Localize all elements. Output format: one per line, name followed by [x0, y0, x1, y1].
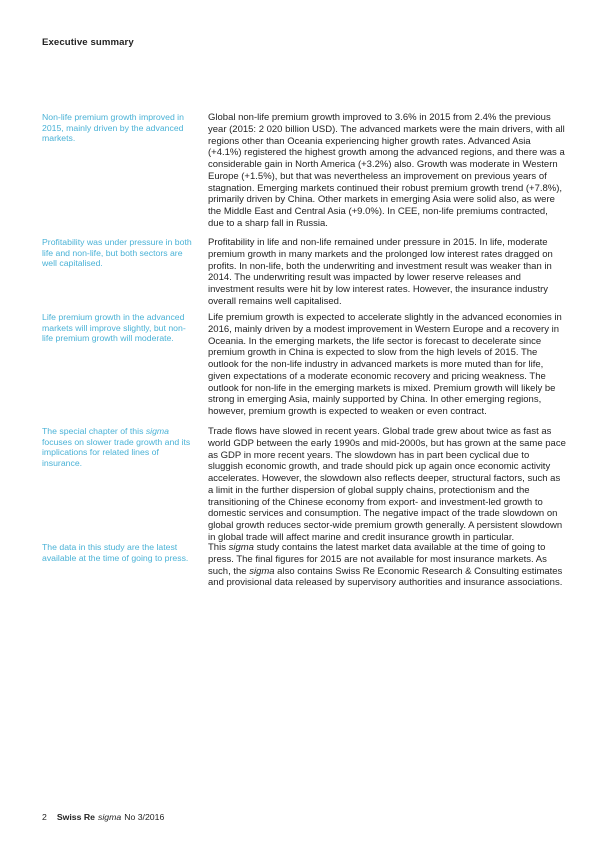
text-segment: Profitability was under pressure in both life and non-life, but both sectors are well capitalised.: [42, 237, 192, 269]
margin-note: [42, 542, 194, 563]
page-title: Executive summary: [42, 37, 134, 48]
text-segment: Profitability in life and non-life remained under pressure in 2015. In life, moderate premium growth in many markets and the prolonged low interest rates dragged on profits. In non-life, both the underwriting and investment result was weaker than in 2014. The underwriting result was impacted by lower reserve releases and investment results were hit by low interest rates. However, the insurance industry overall remains well capitalised.: [208, 237, 553, 307]
text-segment: The special chapter of this: [42, 426, 146, 436]
text-segment: study contains the latest market data available at the time of going to press. The final figures for 2015 are not available for most insurance markets. As such, the: [208, 542, 547, 577]
margin-note: [42, 237, 194, 269]
journal-name: sigma: [98, 812, 122, 822]
text-segment: The data in this study are the latest available at the time of going to press.: [42, 542, 189, 563]
margin-note: [42, 112, 194, 144]
text-segment: Life premium growth in the advanced markets will improve slightly, but non-life premium growth will moderate.: [42, 312, 186, 344]
italic-text: sigma: [145, 426, 170, 436]
text-segment: This: [208, 542, 229, 553]
text-segment: focuses on slower trade growth and its implications for related lines of insurance.: [42, 436, 191, 469]
page-number: 2: [42, 812, 47, 822]
paragraph: [208, 312, 566, 418]
paragraph: [208, 542, 566, 589]
margin-note: [42, 312, 194, 344]
paragraph: [208, 426, 566, 544]
text-segment: also contains Swiss Re Economic Research & Consulting estimates and provisional data released by supervisory authorities and insurance associations.: [208, 565, 563, 589]
page-footer: [42, 812, 164, 822]
margin-note: [42, 426, 194, 469]
text-segment: Global non-life premium growth improved to 3.6% in 2015 from 2.4% the previous year (2015: 2 020 billion USD). The advanced markets were the main drivers, with all regions other than Oceania experiencing higher growth rates. Advanced Asia (+4.1%) registered the highest growth among the advanced regions, and there was a considerable gain in North America (+3.2%) also. Growth was moderate in Western Europe (+1.5%), but that was nevertheless an improvement on previous years of stagnation. Emerging markets continued their robust premium growth trend (+7.8%), primarily driven by China. Other markets in emerging Asia were solid also, as were the Middle East and Central Asia (+9.0%). In CEE, non-life premiums contracted, due to a sharp fall in Russia.: [208, 112, 565, 229]
text-segment: Trade flows have slowed in recent years. Global trade grew about twice as fast as world GDP between the early 1990s and mid-2000s, but has grown at the same pace as GDP in more recent years. The slowdown has in part been cyclical due to sluggish economic growth, and trade should pick up again once economic activity accelerates. However, the slowdown also reflects deeper, structural factors, such as a limit in the further dispersion of global supply chains, protectionism and the transitioning of the Chinese economy from export- and investment-led growth to domestic services and consumption. The negative impact of the trade slowdown on global growth reduces sector-wide premium growth generally. A persistent slowdown in global trade will affect marine and credit insurance growth in particular.: [208, 426, 566, 543]
issue-number: No 3/2016: [124, 812, 165, 822]
paragraph: [208, 112, 566, 230]
italic-text: sigma: [249, 565, 275, 577]
paragraph: [208, 237, 566, 308]
brand-name: Swiss Re: [56, 812, 95, 822]
text-segment: Life premium growth is expected to accelerate slightly in the advanced economies in 2016, mainly driven by a modest improvement in Western Europe and a recovery in Oceania. In the emerging markets, the life sector is forecast to decelerate since premium growth in China is expected to slow from the high levels of 2015. The outlook for the non-life industry in advanced markets is more muted than for life, given expectations of a moderate economic recovery and pricing weakness. The outlook for non-life in the emerging markets is mixed. Premium growth will likely be strong in emerging Asia, mainly supported by China. In other emerging regions, however, premium growth is expected to weaken or even contract.: [208, 312, 562, 417]
text-segment: Non-life premium growth improved in 2015, mainly driven by the advanced markets.: [42, 112, 184, 144]
italic-text: sigma: [228, 542, 254, 553]
